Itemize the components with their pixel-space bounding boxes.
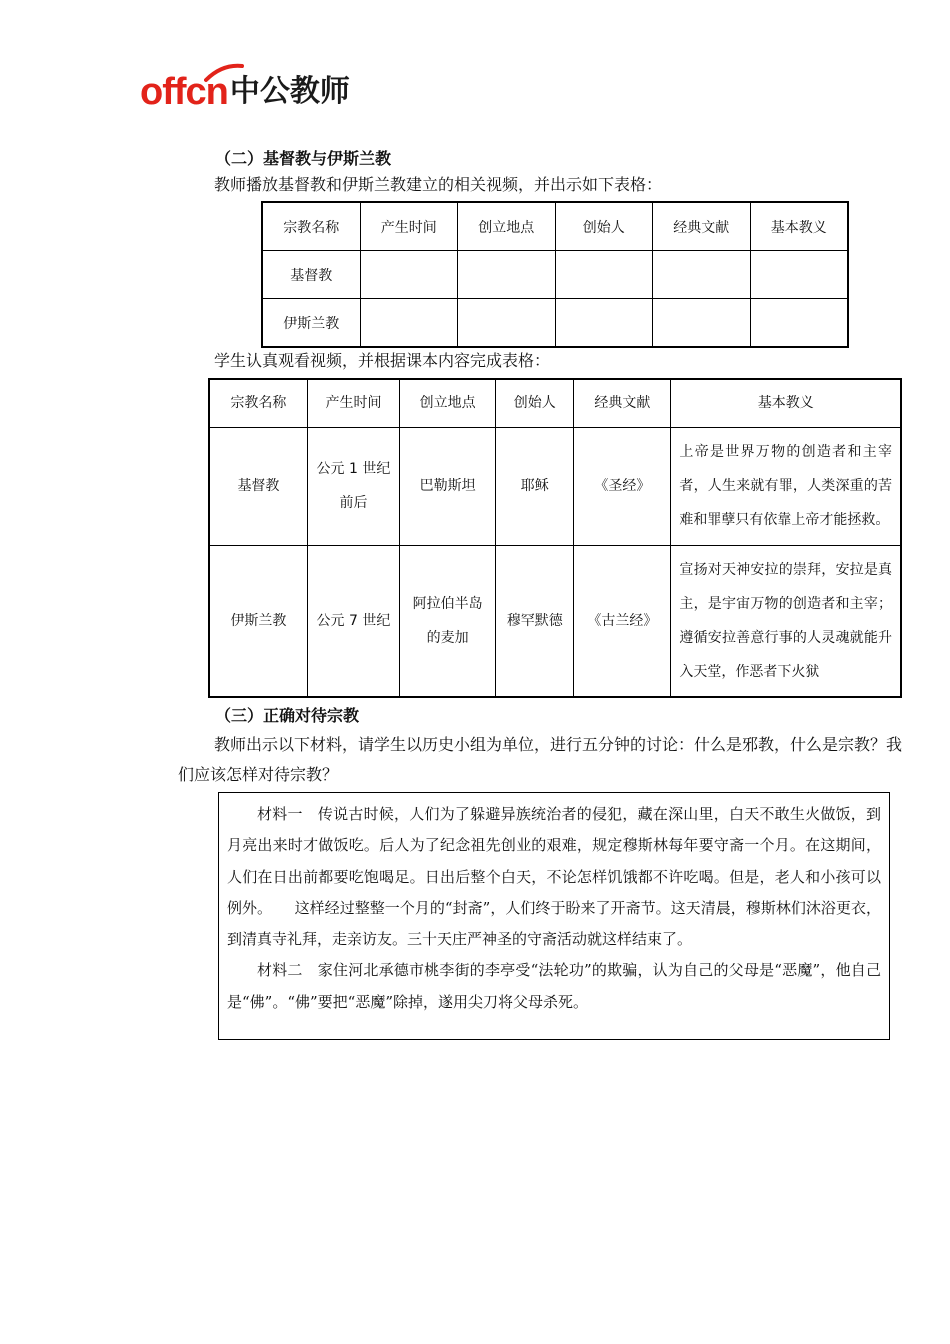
empty-cell	[555, 299, 653, 348]
logo-swoosh-icon	[204, 62, 244, 84]
material-one: 材料一 传说古时候，人们为了躲避异族统治者的侵犯，藏在深山里，白天不敢生火做饭，到月亮出来时才做饭吃。后人为了纪念祖先创业的艰难，规定穆斯林每年要守斋一个月。在这期间，人们在日出前都要吃饱喝足。日出后整个白天，不论怎样饥饿都不许吃喝。但是，老人和小孩可以例外。 这样经过整整一个月的“封斋”，人们终于盼来了开斋节。这天清晨，穆斯林们沐浴更衣，到清真寺礼拜，走亲访友。三十天庄严神圣的守斋活动就这样结束了。	[227, 805, 881, 949]
table-header-cell: 创始人	[496, 379, 574, 427]
blank-religion-table	[261, 201, 849, 348]
founding-place: 巴勒斯坦	[400, 427, 496, 545]
table-header-cell: 创立地点	[458, 202, 556, 251]
logo-en: offcn	[140, 71, 228, 113]
table-row	[262, 251, 848, 299]
origin-time: 公元 1 世纪前后	[307, 427, 399, 545]
row-label: 伊斯兰教	[262, 299, 360, 348]
table-header-cell: 经典文献	[653, 202, 751, 251]
material-two: 材料二 家住河北承德市桃李街的李亭受“法轮功”的欺骗，认为自己的父母是“恶魔”，他自己是“佛”。“佛”要把“恶魔”除掉，遂用尖刀将父母杀死。	[227, 961, 881, 1011]
table-header-cell: 经典文献	[574, 379, 671, 427]
empty-cell	[750, 251, 848, 299]
table-header-cell: 基本教义	[671, 379, 901, 427]
row-label: 基督教	[262, 251, 360, 299]
religion-name: 基督教	[209, 427, 307, 545]
section2-intro: 教师播放基督教和伊斯兰教建立的相关视频，并出示如下表格：	[214, 175, 663, 194]
doctrine: 宣扬对天神安拉的崇拜，安拉是真主，是宇宙万物的创造者和主宰；遵循安拉善意行事的人灵魂就能升入天堂，作恶者下火狱	[671, 545, 901, 697]
section2-heading: （二）基督教与伊斯兰教	[215, 149, 392, 168]
empty-cell	[653, 251, 751, 299]
founder: 耶稣	[496, 427, 574, 545]
empty-cell	[750, 299, 848, 348]
table-header-cell: 产生时间	[360, 202, 458, 251]
table-row	[262, 299, 848, 348]
table-row	[209, 545, 901, 697]
scripture: 《古兰经》	[574, 545, 671, 697]
doctrine: 上帝是世界万物的创造者和主宰者，人生来就有罪，人类深重的苦难和罪孽只有依靠上帝才能拯救。	[671, 427, 901, 545]
table-header-cell: 产生时间	[307, 379, 399, 427]
empty-cell	[360, 251, 458, 299]
table-header-cell: 创立地点	[400, 379, 496, 427]
empty-cell	[653, 299, 751, 348]
section3-heading: （三）正确对待宗教	[215, 706, 360, 725]
section2-intro2: 学生认真观看视频，并根据课本内容完成表格：	[214, 351, 551, 370]
scripture: 《圣经》	[574, 427, 671, 545]
origin-time: 公元 7 世纪	[307, 545, 399, 697]
founder: 穆罕默德	[496, 545, 574, 697]
section3-intro-line1: 教师出示以下材料，请学生以历史小组为单位，进行五分钟的讨论：什么是邪教，什么是宗教？我	[214, 735, 903, 754]
religion-name: 伊斯兰教	[209, 545, 307, 697]
empty-cell	[458, 251, 556, 299]
offcn-logo	[140, 68, 350, 116]
founding-place: 阿拉伯半岛的麦加	[400, 545, 496, 697]
empty-cell	[555, 251, 653, 299]
empty-cell	[458, 299, 556, 348]
table-row	[209, 427, 901, 545]
logo-cn: 中公教师	[229, 74, 350, 109]
table-header-cell: 宗教名称	[262, 202, 360, 251]
materials-box	[218, 792, 890, 1040]
section3-intro-line2: 们应该怎样对待宗教？	[178, 765, 339, 784]
table-header-cell: 宗教名称	[209, 379, 307, 427]
table-header-row	[262, 202, 848, 251]
table-header-row	[209, 379, 901, 427]
filled-religion-table	[208, 378, 902, 698]
table-header-cell: 创始人	[555, 202, 653, 251]
table-header-cell: 基本教义	[750, 202, 848, 251]
empty-cell	[360, 299, 458, 348]
